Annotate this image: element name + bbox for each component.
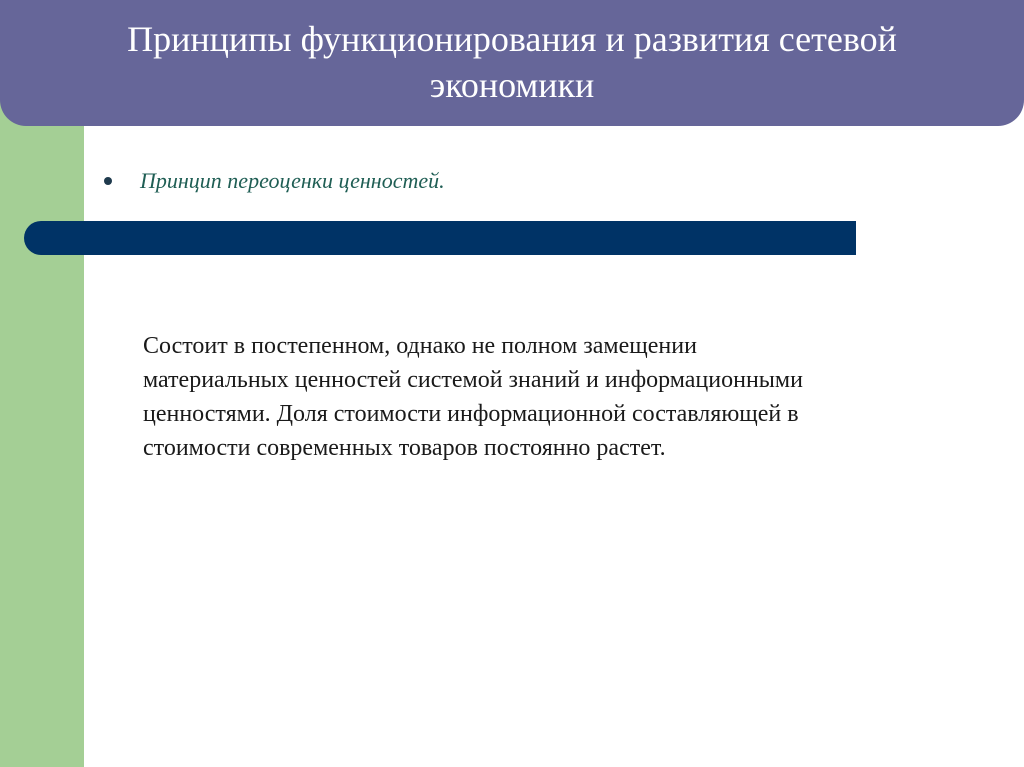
body-line: материальных ценностей системой знаний и информационными — [143, 367, 803, 393]
body-paragraph — [143, 329, 963, 465]
bullet-dot-icon — [104, 177, 112, 185]
title-banner — [0, 0, 1024, 126]
body-line: ценностями. Доля стоимости информационной составляющей в — [143, 401, 799, 427]
divider-bar — [24, 221, 856, 255]
bullet-item — [104, 166, 445, 196]
body-line: стоимости современных товаров постоянно растет. — [143, 435, 666, 461]
page-title: Принципы функционирования и развития сетевой экономики — [127, 19, 897, 105]
bullet-text: Принцип переоценки ценностей. — [140, 168, 445, 193]
body-line: Состоит в постепенном, однако не полном замещении — [143, 333, 697, 359]
